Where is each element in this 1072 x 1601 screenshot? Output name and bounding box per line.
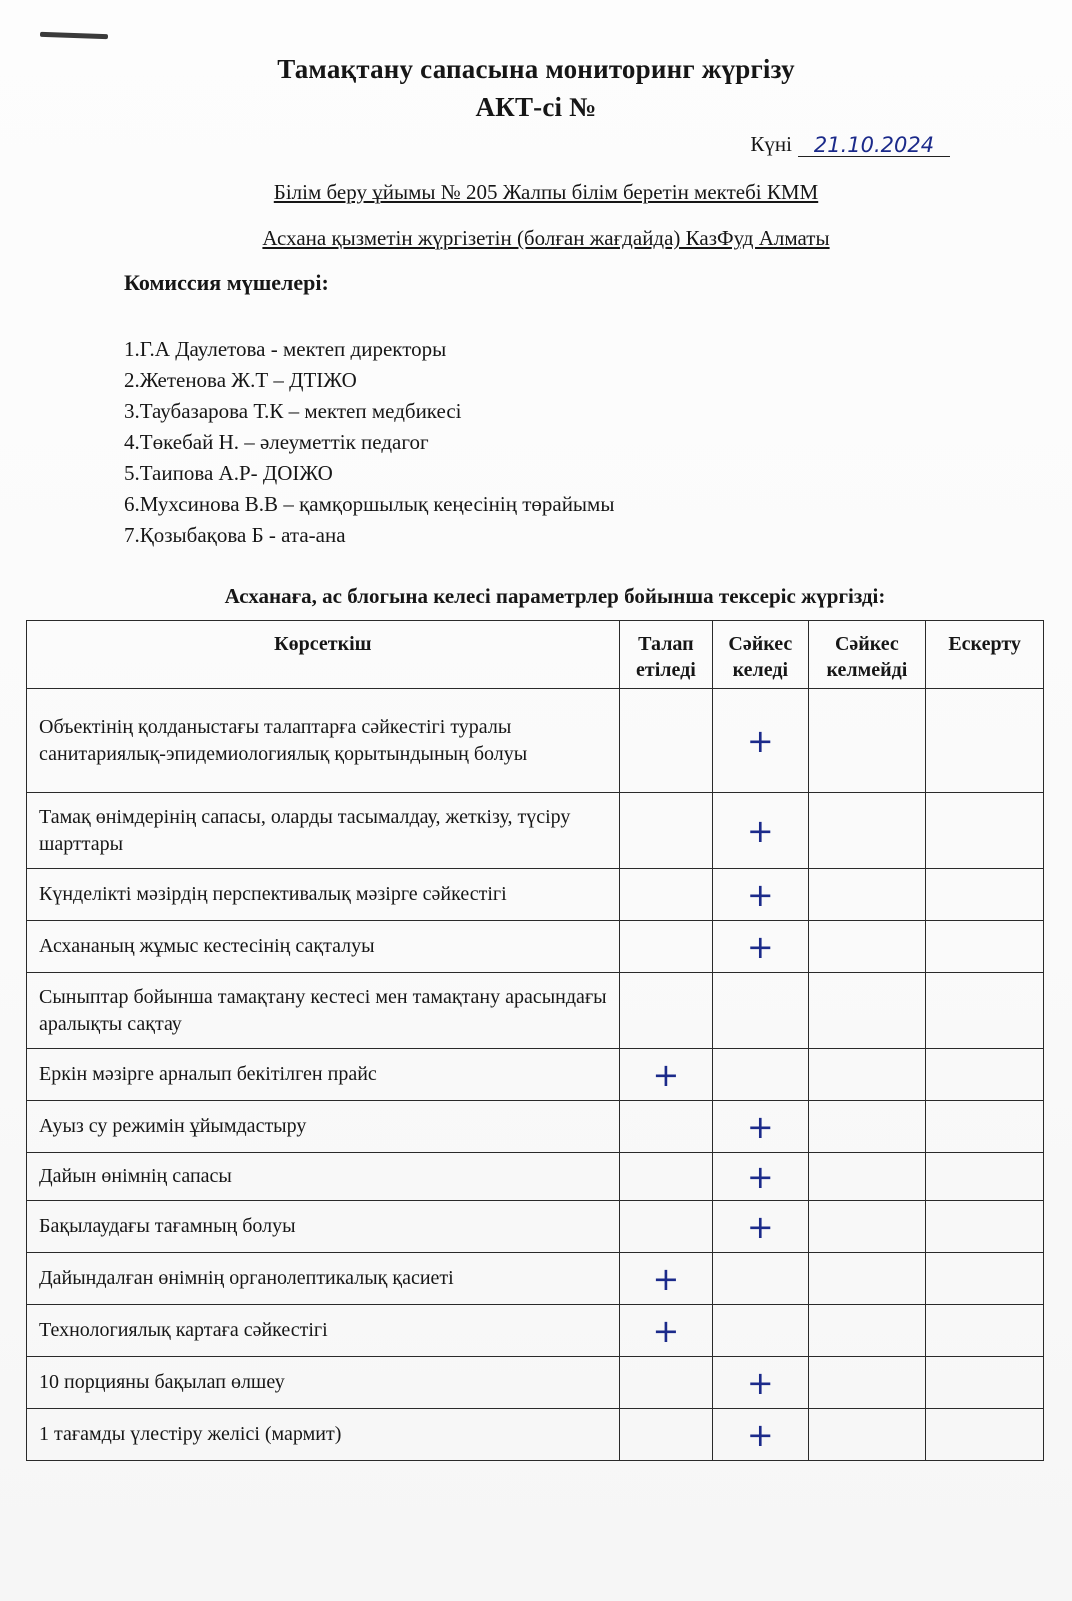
complies-cell bbox=[713, 1049, 808, 1101]
inspection-table bbox=[26, 620, 1044, 1461]
not-complies-cell bbox=[808, 1153, 926, 1201]
required-cell: + bbox=[619, 1305, 712, 1357]
not-complies-cell bbox=[808, 1201, 926, 1253]
commission-member: 3.Таубазарова Т.К – мектеп медбикесі bbox=[124, 399, 462, 423]
table-row bbox=[27, 973, 1044, 1049]
indicator-cell: Сыныптар бойынша тамақтану кестесі мен тамақтану арасындағы аралықты сақтау bbox=[27, 973, 620, 1049]
complies-cell: + bbox=[713, 1101, 808, 1153]
complies-cell: + bbox=[713, 1409, 808, 1461]
note-cell bbox=[926, 1201, 1044, 1253]
required-cell bbox=[619, 869, 712, 921]
table-row bbox=[27, 1101, 1044, 1153]
commission-heading: Комиссия мүшелері: bbox=[124, 270, 329, 295]
table-row bbox=[27, 689, 1044, 793]
commission-member: 2.Жетенова Ж.Т – ДТІЖО bbox=[124, 368, 357, 392]
column-header-required: Талап етіледі bbox=[619, 621, 712, 689]
note-cell bbox=[926, 793, 1044, 869]
complies-cell: + bbox=[713, 921, 808, 973]
not-complies-cell bbox=[808, 1049, 926, 1101]
table-row bbox=[27, 1253, 1044, 1305]
note-cell bbox=[926, 1253, 1044, 1305]
note-cell bbox=[926, 973, 1044, 1049]
commission-member: 5.Таипова А.Р- ДОІЖО bbox=[124, 461, 333, 485]
required-cell bbox=[619, 1409, 712, 1461]
complies-cell bbox=[713, 1305, 808, 1357]
required-cell bbox=[619, 1153, 712, 1201]
required-cell: + bbox=[619, 1253, 712, 1305]
table-row bbox=[27, 1049, 1044, 1101]
indicator-cell: Ауыз су режимін ұйымдастыру bbox=[27, 1101, 620, 1153]
note-cell bbox=[926, 1357, 1044, 1409]
date-field bbox=[750, 132, 950, 157]
table-row bbox=[27, 1409, 1044, 1461]
note-cell bbox=[926, 1409, 1044, 1461]
indicator-cell: Асхананың жұмыс кестесінің сақталуы bbox=[27, 921, 620, 973]
act-number-title: АКТ-сі № bbox=[475, 92, 597, 122]
required-cell bbox=[619, 921, 712, 973]
commission-member: 6.Мухсинова В.В – қамқоршылық кеңесінің төрайымы bbox=[124, 492, 615, 516]
not-complies-cell bbox=[808, 689, 926, 793]
table-row bbox=[27, 1357, 1044, 1409]
not-complies-cell bbox=[808, 921, 926, 973]
required-cell bbox=[619, 793, 712, 869]
column-header-indicator: Көрсеткіш bbox=[27, 621, 620, 689]
complies-cell: + bbox=[713, 689, 808, 793]
column-header-complies: Сәйкес келеді bbox=[713, 621, 808, 689]
required-cell bbox=[619, 1101, 712, 1153]
complies-cell: + bbox=[713, 1357, 808, 1409]
indicator-cell: Дайындалған өнімнің органолептикалық қасиеті bbox=[27, 1253, 620, 1305]
column-header-note: Ескерту bbox=[926, 621, 1044, 689]
indicator-cell: 1 тағамды үлестіру желісі (мармит) bbox=[27, 1409, 620, 1461]
note-cell bbox=[926, 1305, 1044, 1357]
required-cell bbox=[619, 689, 712, 793]
note-cell bbox=[926, 1153, 1044, 1201]
indicator-cell: Тамақ өнімдерінің сапасы, оларды тасымалдау, жеткізу, түсіру шарттары bbox=[27, 793, 620, 869]
catering-operator: Асхана қызметін жүргізетін (болған жағдайда) КазФуд Алматы bbox=[262, 226, 830, 250]
not-complies-cell bbox=[808, 1305, 926, 1357]
note-cell bbox=[926, 921, 1044, 973]
complies-cell: + bbox=[713, 1201, 808, 1253]
inspection-heading: Асханаға, ас блогына келесі параметрлер бойынша тексеріс жүргізді: bbox=[224, 584, 886, 608]
staple-mark bbox=[40, 32, 108, 39]
organization-name: Білім беру ұйымы № 205 Жалпы білім беретін мектебі КММ bbox=[273, 180, 819, 204]
complies-cell: + bbox=[713, 869, 808, 921]
required-cell bbox=[619, 1357, 712, 1409]
column-header-not-complies: Сәйкес келмейді bbox=[808, 621, 926, 689]
commission-member: 4.Төкебай Н. – әлеуметтік педагог bbox=[124, 430, 429, 454]
not-complies-cell bbox=[808, 869, 926, 921]
commission-member: 1.Г.А Даулетова - мектеп директоры bbox=[124, 337, 447, 361]
date-label: Күні bbox=[750, 132, 792, 156]
indicator-cell: Технологиялық картаға сәйкестігі bbox=[27, 1305, 620, 1357]
complies-cell: + bbox=[713, 1153, 808, 1201]
complies-cell bbox=[713, 1253, 808, 1305]
complies-cell bbox=[713, 973, 808, 1049]
note-cell bbox=[926, 869, 1044, 921]
indicator-cell: Дайын өнімнің сапасы bbox=[27, 1153, 620, 1201]
document-title: Тамақтану сапасына мониторинг жүргізу bbox=[277, 54, 795, 84]
required-cell bbox=[619, 973, 712, 1049]
not-complies-cell bbox=[808, 1409, 926, 1461]
note-cell bbox=[926, 1101, 1044, 1153]
date-handwritten-value: 21.10.2024 bbox=[798, 134, 950, 157]
commission-member: 7.Қозыбақова Б - ата-ана bbox=[124, 523, 346, 547]
note-cell bbox=[926, 1049, 1044, 1101]
not-complies-cell bbox=[808, 973, 926, 1049]
complies-cell: + bbox=[713, 793, 808, 869]
table-header-row bbox=[27, 621, 1044, 689]
table-row bbox=[27, 1201, 1044, 1253]
table-row bbox=[27, 921, 1044, 973]
not-complies-cell bbox=[808, 1253, 926, 1305]
table-row bbox=[27, 1305, 1044, 1357]
commission-members-list bbox=[124, 334, 614, 551]
indicator-cell: Еркін мәзірге арналып бекітілген прайс bbox=[27, 1049, 620, 1101]
indicator-cell: 10 порцияны бақылап өлшеу bbox=[27, 1357, 620, 1409]
required-cell bbox=[619, 1201, 712, 1253]
table-row bbox=[27, 869, 1044, 921]
table-row bbox=[27, 1153, 1044, 1201]
not-complies-cell bbox=[808, 1357, 926, 1409]
indicator-cell: Объектінің қолданыстағы талаптарға сәйкестігі туралы санитариялық-эпидемиологиялық қорытындының болуы bbox=[27, 689, 620, 793]
table-row bbox=[27, 793, 1044, 869]
not-complies-cell bbox=[808, 793, 926, 869]
not-complies-cell bbox=[808, 1101, 926, 1153]
indicator-cell: Күнделікті мәзірдің перспективалық мәзірге сәйкестігі bbox=[27, 869, 620, 921]
note-cell bbox=[926, 689, 1044, 793]
indicator-cell: Бақылаудағы тағамның болуы bbox=[27, 1201, 620, 1253]
required-cell: + bbox=[619, 1049, 712, 1101]
